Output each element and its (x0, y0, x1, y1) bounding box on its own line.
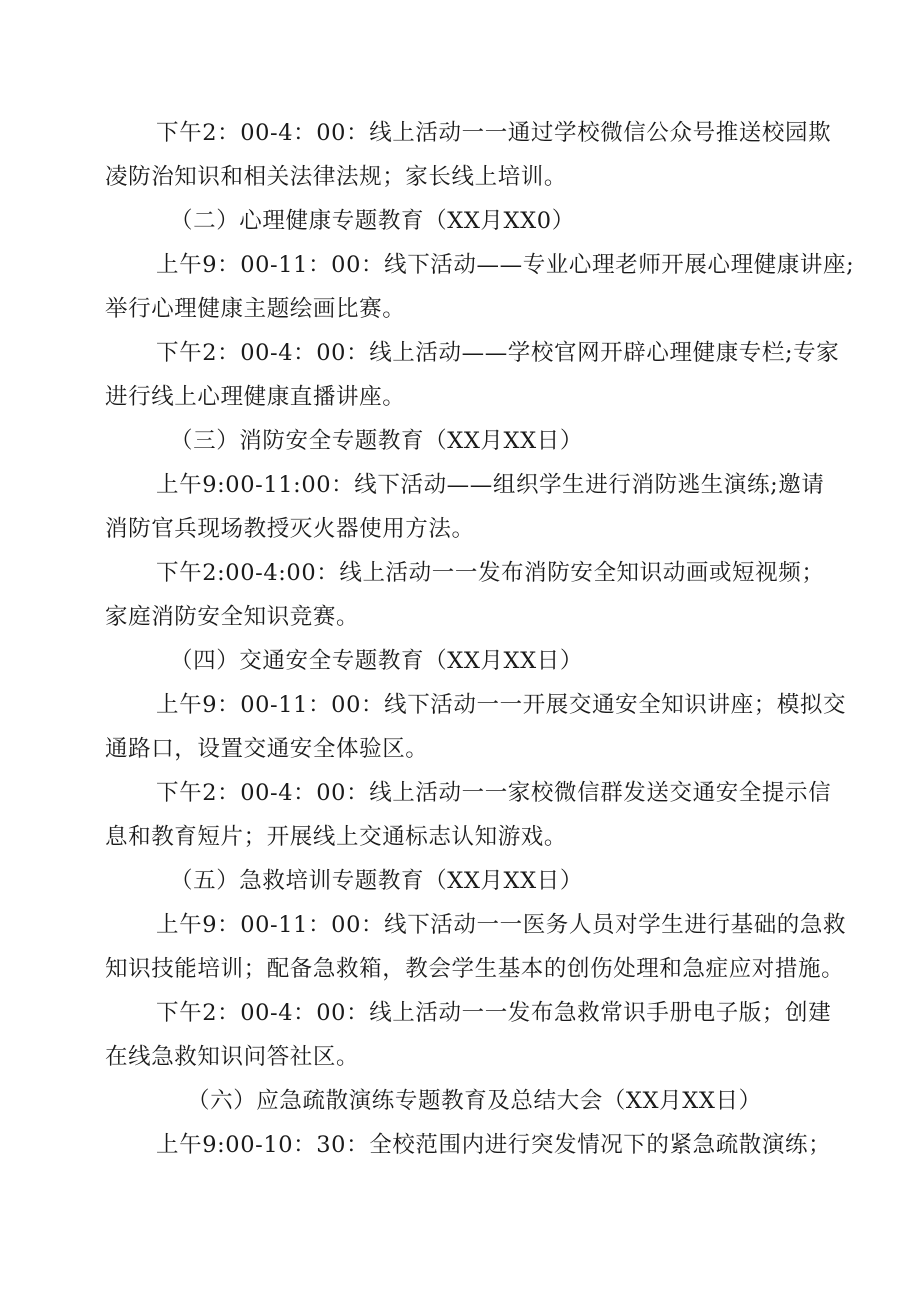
paragraph-afternoon-fire-safety: 下午2:00-4:00：线上活动一一发布消防安全知识动画或短视频； (156, 560, 825, 586)
paragraph-morning-first-aid: 上午9：00-11：00：线下活动一一医务人员对学生进行基础的急救 (156, 912, 847, 938)
paragraph-afternoon-traffic-safety: 下午2：00-4：00：线上活动一一家校微信群发送交通安全提示信 (156, 780, 832, 806)
section-heading-fire-safety: （三）消防安全专题教育（XX月XX日） (170, 428, 583, 454)
paragraph-continuation: 凌防治知识和相关法律法规；家长线上培训。 (105, 164, 568, 190)
paragraph-continuation: 家庭消防安全知识竞赛。 (105, 604, 360, 630)
paragraph-continuation: 息和教育短片；开展线上交通标志认知游戏。 (105, 824, 568, 850)
paragraph-continuation: 知识技能培训；配备急救箱，教会学生基本的创伤处理和急症应对措施。 (105, 956, 845, 982)
section-heading-traffic-safety: （四）交通安全专题教育（XX月XX日） (170, 648, 583, 674)
section-heading-first-aid: （五）急救培训专题教育（XX月XX日） (170, 868, 583, 894)
paragraph-continuation: 进行线上心理健康直播讲座。 (105, 384, 406, 410)
paragraph-morning-mental-health: 上午9：00-11：00：线下活动——专业心理老师开展心理健康讲座; (156, 252, 855, 278)
paragraph-afternoon-first-aid: 下午2：00-4：00：线上活动一一发布急救常识手册电子版；创建 (156, 1000, 832, 1026)
paragraph-morning-evacuation: 上午9:00-10：30：全校范围内进行突发情况下的紧急疏散演练； (156, 1132, 832, 1158)
section-heading-mental-health: （二）心理健康专题教育（XX月XX0） (170, 208, 575, 234)
paragraph-continuation: 举行心理健康主题绘画比赛。 (105, 296, 406, 322)
section-heading-evacuation-drill: （六）应急疏散演练专题教育及总结大会（XX月XX日） (187, 1088, 762, 1114)
paragraph-morning-traffic-safety: 上午9：00-11：00：线下活动一一开展交通安全知识讲座；模拟交 (156, 692, 847, 718)
paragraph-continuation: 在线急救知识问答社区。 (105, 1044, 360, 1070)
paragraph-continuation: 通路口，设置交通安全体验区。 (105, 736, 429, 762)
paragraph-continuation: 消防官兵现场教授灭火器使用方法。 (105, 516, 475, 542)
paragraph-morning-fire-safety: 上午9:00-11:00：线下活动——组织学生进行消防逃生演练;邀请 (156, 472, 825, 498)
paragraph-afternoon-bullying: 下午2：00-4：00：线上活动一一通过学校微信公众号推送校园欺 (156, 120, 832, 146)
paragraph-afternoon-mental-health: 下午2：00-4：00：线上活动——学校官网开辟心理健康专栏;专家 (156, 340, 840, 366)
